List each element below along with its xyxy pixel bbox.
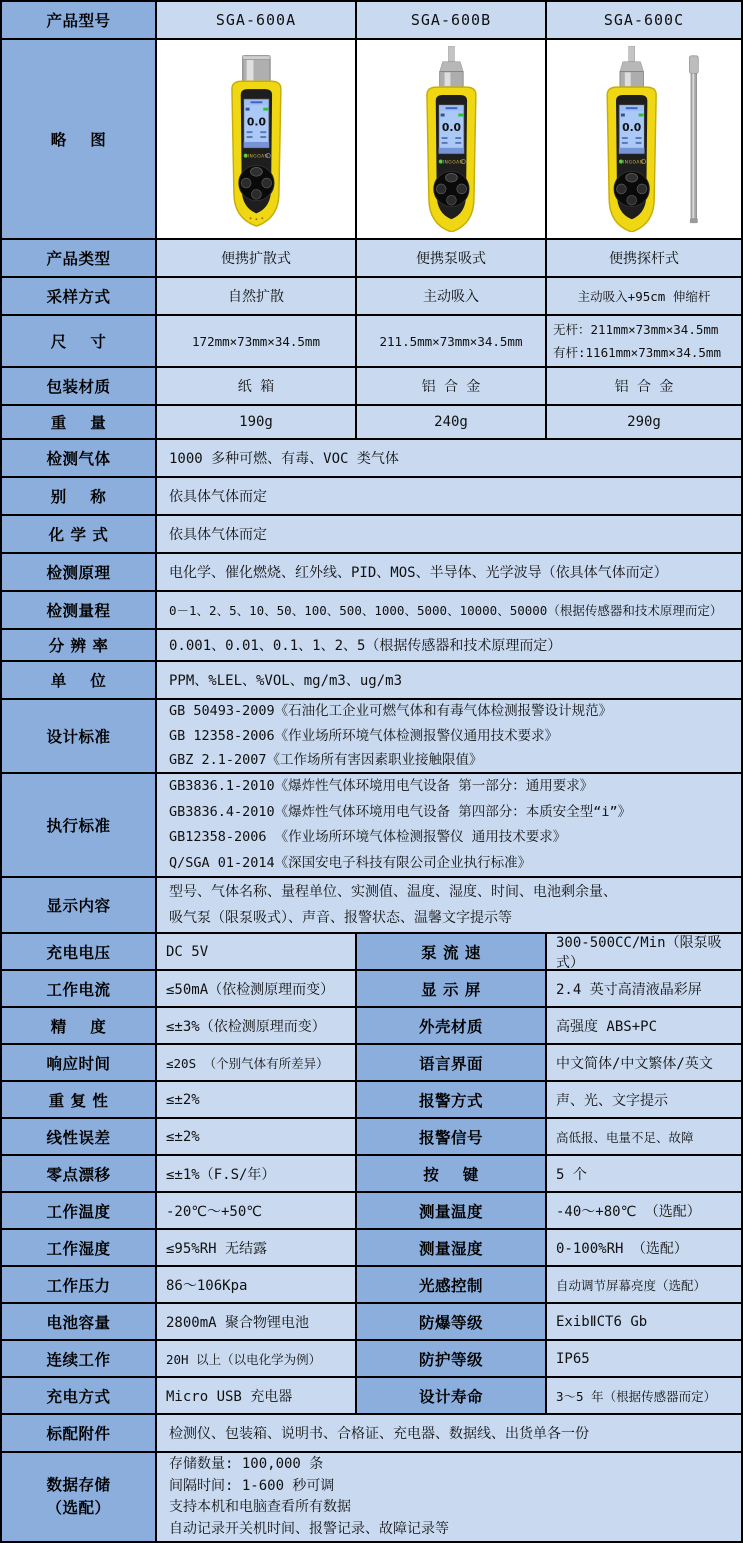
header-row <box>2 2 741 40</box>
spec-value: ≤±2% <box>157 1082 357 1117</box>
row-label: 别 称 <box>2 478 157 514</box>
storage-line1: 存储数量: 100,000 条 <box>169 1456 324 1472</box>
battery-icon <box>638 114 643 117</box>
spec-value: 300-500CC/Min（限泵吸式） <box>547 934 741 969</box>
spec-value: 5 个 <box>547 1156 741 1191</box>
spec-label: 电池容量 <box>2 1304 157 1339</box>
design-standard-value <box>157 700 741 772</box>
spec-label: 线性误差 <box>2 1119 157 1154</box>
row-label: 化 学 式 <box>2 516 157 552</box>
spec-value: ExibⅡCT6 Gb <box>547 1304 741 1339</box>
spec-value: ≤±2% <box>157 1119 357 1154</box>
keypad <box>238 165 273 200</box>
spec-label: 防爆等级 <box>357 1304 547 1339</box>
product-photo-cell-b <box>357 40 547 238</box>
design-standard-line1: GB 50493-2009《石油化工企业可燃气体和有毒气体检测报警设计规范》 <box>169 703 613 720</box>
pump-probe-icon <box>439 46 462 87</box>
spec-label: 工作湿度 <box>2 1230 157 1265</box>
weight-c: 290g <box>547 406 741 438</box>
row-label: 显示内容 <box>2 878 157 932</box>
spec-label: 泵 流 速 <box>357 934 547 969</box>
weight-a: 190g <box>157 406 357 438</box>
row-label: 重 量 <box>2 406 157 438</box>
row-label: 单 位 <box>2 662 157 698</box>
row-alias <box>2 478 741 516</box>
screen-reading: 0.0 <box>441 121 461 135</box>
row-label: 标配附件 <box>2 1415 157 1451</box>
row-design-standard <box>2 700 741 774</box>
product-photo-sga-600b <box>378 46 525 232</box>
storage-label-line2: （选配） <box>46 1499 111 1517</box>
spec-label: 充电方式 <box>2 1378 157 1413</box>
type-b: 便携泵吸式 <box>357 240 547 276</box>
display-content-line1: 型号、气体名称、量程单位、实测值、温度、湿度、时间、电池剩余量、 <box>169 884 617 900</box>
row-label: 执行标准 <box>2 774 157 876</box>
row-detect-gas <box>2 440 741 478</box>
spec-row-continuous-work <box>2 1341 741 1378</box>
detect-gas-value: 1000 多种可燃、有毒、VOC 类气体 <box>157 440 741 476</box>
pump-probe-icon <box>620 46 643 87</box>
spec-label: 外壳材质 <box>357 1008 547 1043</box>
row-exec-standard <box>2 774 741 878</box>
product-photo-cell-c <box>547 40 741 238</box>
packing-c: 铝 合 金 <box>547 368 741 404</box>
design-standard-line2: GB 12358-2006《作业场所环境气体检测报警仪通用技术要求》 <box>169 727 559 744</box>
spec-row-repeatability <box>2 1082 741 1119</box>
spec-value: ≤20S （个别气体有所差异） <box>157 1045 357 1080</box>
exec-standard-line4: Q/SGA 01-2014《深国安电子科技有限公司企业执行标准》 <box>169 854 532 871</box>
spec-value: 高低报、电量不足、故障 <box>547 1119 741 1154</box>
row-data-storage <box>2 1453 741 1541</box>
spec-label: 语言界面 <box>357 1045 547 1080</box>
formula-value: 依具体气体而定 <box>157 516 741 552</box>
model-name-sga-600a: SGA-600A <box>157 2 357 38</box>
sampling-b: 主动吸入 <box>357 278 547 314</box>
product-photo-sga-600a <box>183 46 330 232</box>
spec-label: 重 复 性 <box>2 1082 157 1117</box>
packing-b: 铝 合 金 <box>357 368 547 404</box>
spec-label: 精 度 <box>2 1008 157 1043</box>
row-label: 分 辨 率 <box>2 630 157 660</box>
spec-label: 报警方式 <box>357 1082 547 1117</box>
size-c-line2: 有杆:1161mm×73mm×34.5mm <box>553 345 721 360</box>
spec-label: 工作温度 <box>2 1193 157 1228</box>
spec-label: 工作压力 <box>2 1267 157 1302</box>
device-screen <box>243 99 268 148</box>
row-label: 检测原理 <box>2 554 157 590</box>
row-label: 采样方式 <box>2 278 157 314</box>
spec-label: 零点漂移 <box>2 1156 157 1191</box>
alias-value: 依具体气体而定 <box>157 478 741 514</box>
spec-label: 测量湿度 <box>357 1230 547 1265</box>
product-photo-sga-600c <box>571 46 718 232</box>
row-label: 包装材质 <box>2 368 157 404</box>
spec-value: ≤50mA（依检测原理而变） <box>157 971 357 1006</box>
size-b: 211.5mm×73mm×34.5mm <box>357 316 547 366</box>
sketch-label: 略 图 <box>2 40 157 238</box>
row-label <box>2 1453 157 1541</box>
spec-value: 86～106Kpa <box>157 1267 357 1302</box>
principle-value: 电化学、催化燃烧、红外线、PID、MOS、半导体、光学波导（依具体气体而定） <box>157 554 741 590</box>
screen-reading: 0.0 <box>621 121 641 135</box>
type-c: 便携探杆式 <box>547 240 741 276</box>
row-range <box>2 592 741 630</box>
spec-value: 高强度 ABS+PC <box>547 1008 741 1043</box>
spec-value: -20℃～+50℃ <box>157 1193 357 1228</box>
row-label: 检测量程 <box>2 592 157 628</box>
spec-label: 设计寿命 <box>357 1378 547 1413</box>
spec-value: 声、光、文字提示 <box>547 1082 741 1117</box>
row-weight <box>2 406 741 440</box>
spec-row-charge-voltage <box>2 934 741 971</box>
row-label: 设计标准 <box>2 700 157 772</box>
screen-reading: 0.0 <box>246 115 266 129</box>
resolution-value: 0.001、0.01、0.1、1、2、5（根据传感器和技术原理而定） <box>157 630 741 660</box>
row-label: 尺 寸 <box>2 316 157 366</box>
spec-label: 光感控制 <box>357 1267 547 1302</box>
spec-row-working-pressure <box>2 1267 741 1304</box>
spec-label: 响应时间 <box>2 1045 157 1080</box>
spec-value: -40～+80℃ （选配） <box>547 1193 741 1228</box>
spec-row-working-current <box>2 971 741 1008</box>
spec-value: Micro USB 充电器 <box>157 1378 357 1413</box>
row-formula <box>2 516 741 554</box>
spec-label: 报警信号 <box>357 1119 547 1154</box>
unit-value: PPM、%LEL、%VOL、mg/m3、ug/m3 <box>157 662 741 698</box>
spec-value: 2.4 英寸高清液晶彩屏 <box>547 971 741 1006</box>
storage-line4: 自动记录开关机时间、报警记录、故障记录等 <box>169 1520 449 1537</box>
size-a: 172mm×73mm×34.5mm <box>157 316 357 366</box>
sensor-head-icon <box>242 56 269 83</box>
row-sampling <box>2 278 741 316</box>
size-c-line1: 无杆：211mm×73mm×34.5mm <box>553 322 719 337</box>
battery-icon <box>263 108 268 111</box>
exec-standard-value <box>157 774 741 876</box>
sketch-row <box>2 40 741 240</box>
brand-text: SINGOAN <box>244 154 268 160</box>
keypad <box>433 171 468 206</box>
spec-label: 连续工作 <box>2 1341 157 1376</box>
exec-standard-line1: GB3836.1-2010《爆炸性气体环境用电气设备 第一部分：通用要求》 <box>169 778 594 794</box>
spec-row-charging-method <box>2 1378 741 1415</box>
spec-row-zero-drift <box>2 1156 741 1193</box>
range-value: 0－1、2、5、10、50、100、500、1000、5000、10000、50000（根据传感器和技术原理而定） <box>157 592 741 628</box>
row-packing <box>2 368 741 406</box>
display-content-value <box>157 878 741 932</box>
storage-label-line1: 数据存储 <box>46 1476 111 1494</box>
brand-text: SINGOAN <box>619 160 644 166</box>
spec-label: 显 示 屏 <box>357 971 547 1006</box>
spec-label: 工作电流 <box>2 971 157 1006</box>
size-c <box>547 316 741 366</box>
device-screen <box>438 105 463 154</box>
model-name-sga-600c: SGA-600C <box>547 2 741 38</box>
spec-value: 2800mA 聚合物锂电池 <box>157 1304 357 1339</box>
spec-value: 自动调节屏幕亮度（选配） <box>547 1267 741 1302</box>
sampling-a: 自然扩散 <box>157 278 357 314</box>
spec-label: 测量温度 <box>357 1193 547 1228</box>
row-resolution <box>2 630 741 662</box>
spec-value: 0-100%RH （选配） <box>547 1230 741 1265</box>
accessories-value: 检测仪、包装箱、说明书、合格证、充电器、数据线、出货单各一份 <box>157 1415 741 1451</box>
data-storage-value <box>157 1453 741 1541</box>
spec-value: ≤±1%（F.S/年） <box>157 1156 357 1191</box>
model-name-sga-600b: SGA-600B <box>357 2 547 38</box>
row-accessories <box>2 1415 741 1453</box>
exec-standard-line3: GB12358-2006 《作业场所环境气体检测报警仪 通用技术要求》 <box>169 829 567 845</box>
spec-value: IP65 <box>547 1341 741 1376</box>
spec-value: ≤±3%（依检测原理而变） <box>157 1008 357 1043</box>
display-content-line2: 吸气泵（限泵吸式）、声音、报警状态、温馨文字提示等 <box>169 910 512 926</box>
spec-label: 按 键 <box>357 1156 547 1191</box>
storage-line3: 支持本机和电脑查看所有数据 <box>169 1499 351 1515</box>
spec-label: 防护等级 <box>357 1341 547 1376</box>
device-screen <box>619 105 644 154</box>
spec-row-battery-capacity <box>2 1304 741 1341</box>
spec-label: 充电电压 <box>2 934 157 969</box>
weight-b: 240g <box>357 406 547 438</box>
spec-row-response-time <box>2 1045 741 1082</box>
type-a: 便携扩散式 <box>157 240 357 276</box>
spec-value: 20H 以上（以电化学为例） <box>157 1341 357 1376</box>
row-label: 检测气体 <box>2 440 157 476</box>
row-size <box>2 316 741 368</box>
packing-a: 纸 箱 <box>157 368 357 404</box>
design-standard-line3: GBZ 2.1-2007《工作场所有害因素职业接触限值》 <box>169 752 483 769</box>
row-principle <box>2 554 741 592</box>
spec-value: DC 5V <box>157 934 357 969</box>
spec-row-linearity-error <box>2 1119 741 1156</box>
exec-standard-line2: GB3836.4-2010《爆炸性气体环境用电气设备 第四部分：本质安全型“i”》 <box>169 803 632 820</box>
row-display-content <box>2 878 741 934</box>
row-unit <box>2 662 741 700</box>
spec-row-working-humidity <box>2 1230 741 1267</box>
row-label: 产品类型 <box>2 240 157 276</box>
product-photo-cell-a <box>157 40 357 238</box>
brand-text: SINGOAN <box>439 160 463 166</box>
spec-value: ≤95%RH 无结露 <box>157 1230 357 1265</box>
storage-line2: 间隔时间: 1-600 秒可调 <box>169 1477 335 1494</box>
battery-icon <box>458 114 463 117</box>
spec-value: 3～5 年（根据传感器而定） <box>547 1378 741 1413</box>
spec-row-accuracy <box>2 1008 741 1045</box>
spec-value: 中文简体/中文繁体/英文 <box>547 1045 741 1080</box>
spec-row-working-temp <box>2 1193 741 1230</box>
telescopic-rod-icon <box>689 56 698 223</box>
sampling-c: 主动吸入+95cm 伸缩杆 <box>547 278 741 314</box>
row-product-type <box>2 240 741 278</box>
keypad <box>614 171 649 206</box>
header-label: 产品型号 <box>2 2 157 38</box>
